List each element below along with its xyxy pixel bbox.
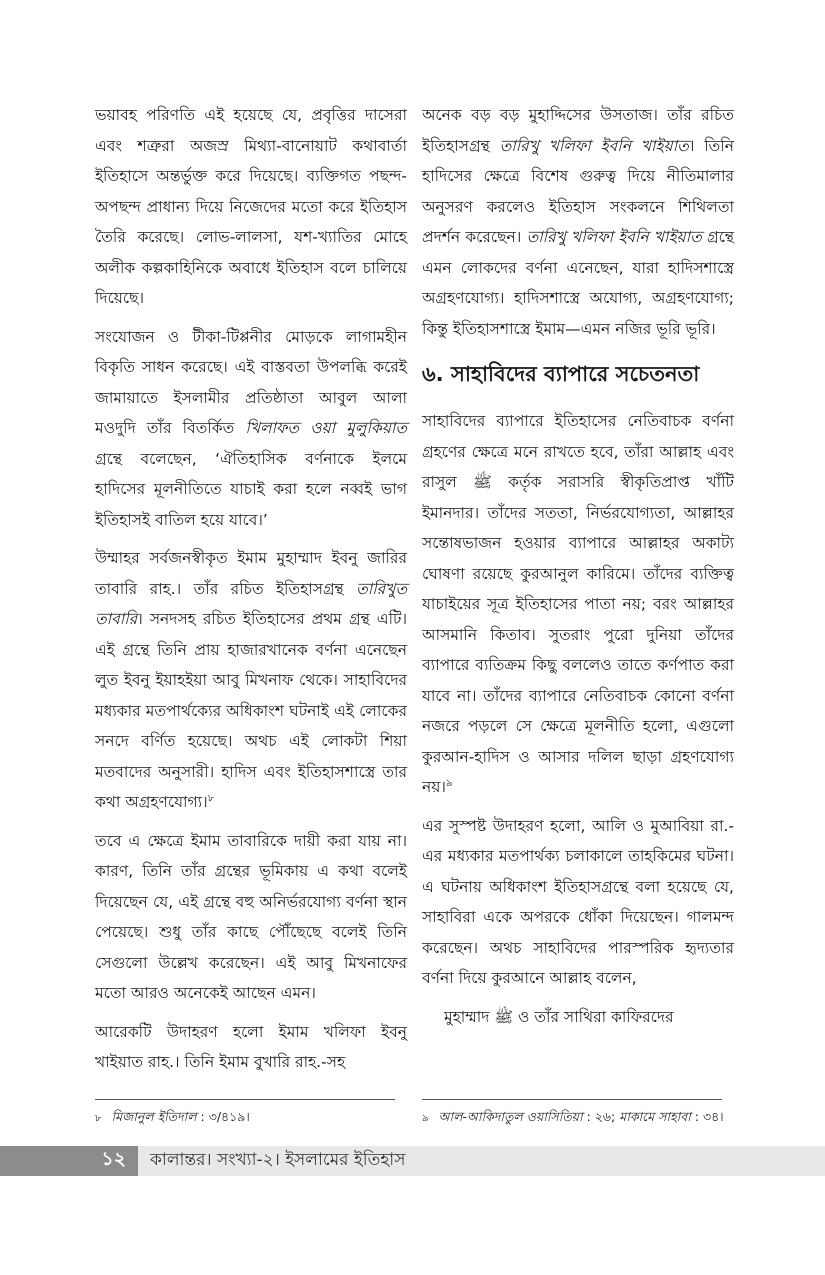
paragraph [422,406,734,803]
footnote-source: আল-আকিদাতুল ওয়াসিতিয়া [438,1109,583,1124]
footnote-left [95,1108,405,1128]
footnote-text: : ২৬; [582,1109,620,1124]
footnote-ref: ৯ [445,777,453,789]
footnote-divider [95,1099,395,1100]
footnote-source: মাকামে সাহাবা [619,1109,691,1124]
book-title: খিলাফত ওয়া মুলুকিয়াত [245,419,407,437]
quote-line: মুহাম্মাদ ﷺ ও তাঁর সাথিরা কাফিরদের [444,1007,674,1026]
paragraph: আরেকটি উদাহরণ হলো ইমাম খলিফা ইবনু খাইয়াত রাহ.। তিনি ইমাম বুখারি রাহ.-সহ [95,1022,407,1071]
text-run: সাহাবিদের ব্যাপারে ইতিহাসের নেতিবাচক বর্ণনা গ্রহণের ক্ষেত্রে মনে রাখতে হবে, তাঁরা আল্লাহ এবং রাসুল ﷺ কর্তৃক সরাসরি স্বীকৃতিপ্রাপ্ত খাঁটি ইমানদার। তাঁদের সততা, নির্ভরযোগ্যতা, আল্লাহর সন্তোষভাজন হওয়ার ব্যাপারে আল্লাহর অকাট্য ঘোষণা রয়েছে কুরআনুল কারিমে। তাঁদের ব্যক্তিত্ব যাচাইয়ের সূত্র ইতিহাসের পাতা নয়; বরং আল্লাহর আসমানি কিতাব। সুতরাং পুরো দুনিয়া তাঁদের ব্যাপারে ব্যতিক্রম কিছু বললেও তাতে কর্ণপাত করা যাবে না। তাঁদের ব্যাপারে নেতিবাচক কোনো বর্ণনা নজরে পড়লে সে ক্ষেত্রে মূলনীতি হলো, এগুলো কুরআন-হাদিস ও আসার দলিল ছাড়া গ্রহণযোগ্য নয়। [422,412,734,796]
footnote-divider [422,1099,722,1100]
right-column [422,100,734,1040]
book-title: তারিখু খলিফা ইবনি খাইয়াত [499,136,689,155]
paragraph: এর সুস্পষ্ট উদাহরণ হলো, আলি ও মুআবিয়া রা.-এর মধ্যকার মতপার্থক্য চলাকালে তাহকিমের ঘটনা। এ ঘটনায় অধিকাংশ ইতিহাসগ্রন্থে বলা হয়েছে যে, সাহাবিরা একে অপরকে ধোঁকা দিয়েছেন। গালমন্দ করেছেন। অথচ সাহাবিদের পারস্পরিক হৃদ্যতার বর্ণনা দিয়ে কুরআনে আল্লাহ বলেন, [422,816,734,987]
page-footer [0,1146,825,1176]
paragraph [95,543,407,818]
text-run: । তিনি হাদিসের ক্ষেত্রে বিশেষ গুরুত্ব দিয়ে নীতিমালার অনুসরণ করলেও ইতিহাস সংকলনে শিথিলতা প্রদর্শন করেছেন। [422,136,734,246]
book-title: তারিখুত তাবারি [95,579,407,628]
left-column [95,100,407,1086]
page-number: ১২ [0,1146,138,1176]
footnote-mark: ৯ [422,1113,429,1124]
text-run: সংযোজন ও টীকা-টিপ্পনীর মোড়কে লাগামহীন বিকৃতি সাধন করেছে। এই বাস্তবতা উপলব্ধি করেই জামায়াতে ইসলামীর প্রতিষ্ঠাতা আবুল আলা মওদুদি তাঁর বিতর্কিত [95,327,407,437]
paragraph: ভয়াবহ পরিণতি এই হয়েছে যে, প্রবৃত্তির দাসেরা এবং শত্রুরা অজস্র মিথ্যা-বানোয়াট কথাবার্তা ইতিহাসে অন্তর্ভুক্ত করে দিয়েছে। ব্যক্তিগত পছন্দ-অপছন্দ প্রাধান্য দিয়ে নিজেদের মতো করে ইতিহাস তৈরি করেছে। লোভ-লালসা, যশ-খ্যাতির মোহে অলীক কল্পকাহিনিকে অবাধে ইতিহাস বলে চালিয়ে দিয়েছে। [95,106,407,307]
footnote-text: : ৩৪। [690,1109,724,1124]
footnote-text: : ৩/৪১৯। [196,1109,250,1124]
paragraph [95,322,407,536]
text-run: । সনদসহ রচিত ইতিহাসের প্রথম গ্রন্থ এটি। এই গ্রন্থে তিনি প্রায় হাজারখানেক বর্ণনা এনেছেন লুত ইবনু ইয়াহইয়া আবু মিখনাফ থেকে। সাহাবিদের মধ্যকার মতপার্থক্যের অধিকাংশ ঘটনাই এই লোকের সনদে বর্ণিত হয়েছে। অথচ এই লোকটা শিয়া মতবাদের অনুসারী। হাদিস এবং ইতিহাসশাস্ত্রে তার কথা অগ্রহণযোগ্য। [95,610,407,811]
text-run: গ্রন্থে এমন লোকদের বর্ণনা এনেছেন, যারা হাদিসশাস্ত্রে অগ্রহণযোগ্য। হাদিসশাস্ত্রে অযোগ্য, অগ্রহণযোগ্য; কিন্তু ইতিহাসশাস্ত্রে ইমাম—এমন নজির ভূরি ভূরি। [422,228,734,338]
footnote-source: মিজানুল ইতিদাল [111,1109,197,1124]
footnote-ref: ৮ [207,792,215,804]
text-run: গ্রন্থে বলেছেন, ‘ঐতিহাসিক বর্ণনাকে ইলমে হাদিসের মূলনীতিতে যাচাই করা হলে নব্বই ভাগ ইতিহাসই বাতিল হয়ে যাবে।’ [95,449,407,529]
running-title: কালান্তর। সংখ্যা-২। ইসলামের ইতিহাস [138,1146,825,1176]
footnote-right [422,1108,734,1128]
text-run: অনেক বড় বড় মুহাদ্দিসের উসতাজ। তাঁর রচিত ইতিহাসগ্রন্থ [422,106,734,155]
paragraph [422,100,734,344]
text-run: উম্মাহর সর্বজনস্বীকৃত ইমাম মুহাম্মাদ ইবনু জারির তাবারি রাহ.। তাঁর রচিত ইতিহাসগ্রন্থ [95,549,407,598]
footnote-mark: ৮ [95,1113,102,1124]
paragraph: তবে এ ক্ষেত্রে ইমাম তাবারিকে দায়ী করা যায় না। কারণ, তিনি তাঁর গ্রন্থের ভূমিকায় এ কথা বলেই দিয়েছেন যে, এই গ্রন্থে বহু অনির্ভরযোগ্য বর্ণনা স্থান পেয়েছে। শুধু তাঁর কাছে পৌঁছেছে বলেই তিনি সেগুলো উল্লেখ করেছেন। এই আবু মিখনাফের মতো আরও অনেকেই আছেন এমন। [95,831,407,1002]
book-title: তারিখু খলিফা ইবনি খাইয়াত [526,228,702,246]
section-heading: ৬. সাহাবিদের ব্যাপারে সচেতনতা [422,362,700,386]
